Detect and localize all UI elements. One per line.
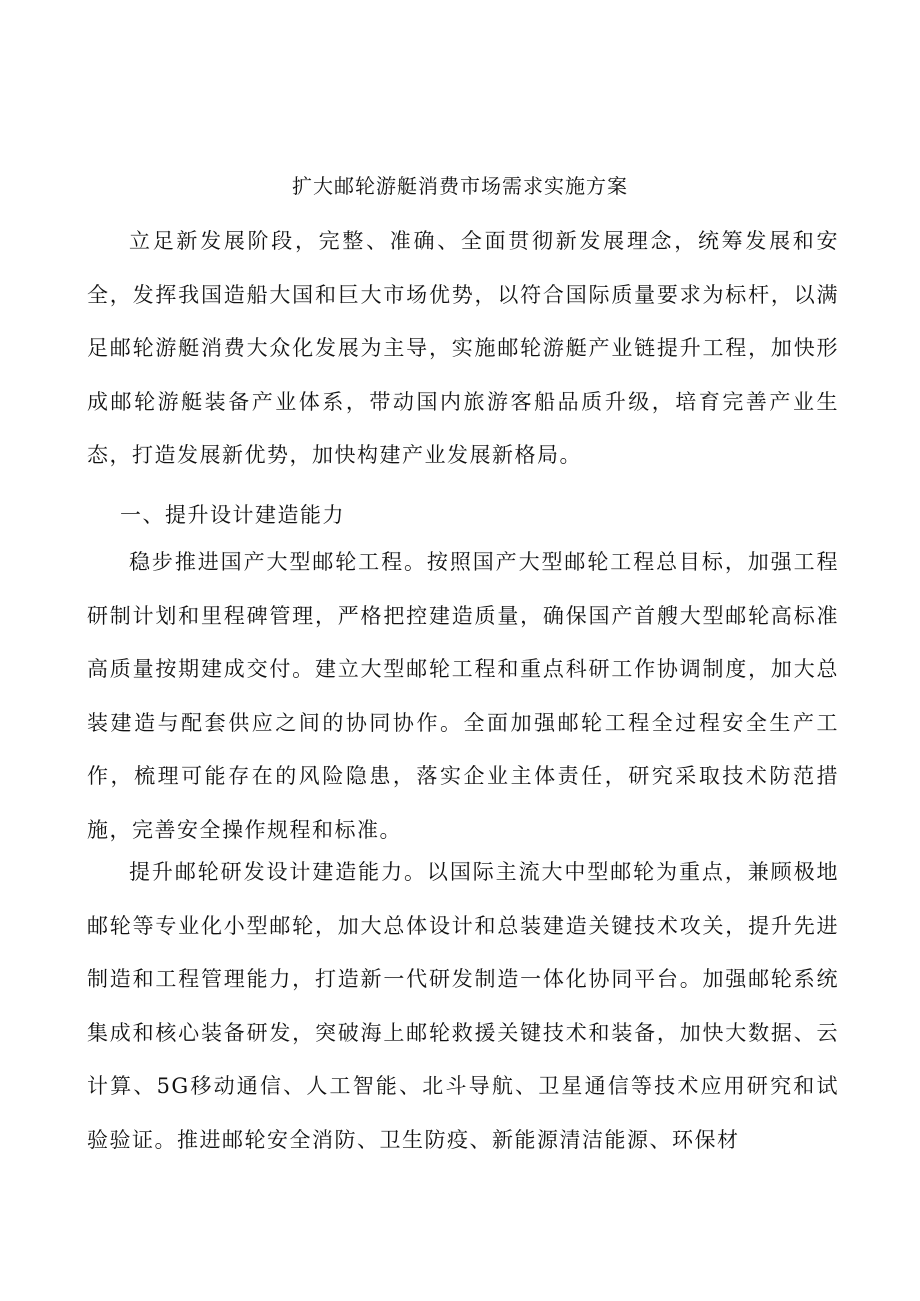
intro-paragraph: 立足新发展阶段，完整、准确、全面贯彻新发展理念，统筹发展和安全，发挥我国造船大国和巨大市场优势，以符合国际质量要求为标杆，以满足邮轮游艇消费大众化发展为主导，实施邮轮游艇产业链提升工程，加快形成邮轮游艇装备产业体系，带动国内旅游客船品质升级，培育完善产业生态，打造发展新优势，加快构建产业发展新格局。 <box>87 229 839 467</box>
body-paragraph: 提升邮轮研发设计建造能力。以国际主流大中型邮轮为重点，兼顾极地邮轮等专业化小型邮轮，加大总体设计和总装建造关键技术攻关，提升先进制造和工程管理能力，打造新一代研发制造一体化协同平台。加强邮轮系统集成和核心装备研发，突破海上邮轮救援关键技术和装备，加快大数据、云计算、5G移动通信、人工智能、北斗导航、卫星通信等技术应用研究和试验验证。推进邮轮安全消防、卫生防疫、新能源清洁能源、环保材 <box>87 860 839 1152</box>
document-title: 扩大邮轮游艇消费市场需求实施方案 <box>292 174 628 198</box>
body-paragraph: 稳步推进国产大型邮轮工程。按照国产大型邮轮工程总目标，加强工程研制计划和里程碑管理，严格把控建造质量，确保国产首艘大型邮轮高标准高质量按期建成交付。建立大型邮轮工程和重点科研工作协调制度，加大总装建造与配套供应之间的协同协作。全面加强邮轮工程全过程安全生产工作，梳理可能存在的风险隐患，落实企业主体责任，研究采取技术防范措施，完善安全操作规程和标准。 <box>87 550 839 842</box>
section-heading: 一、提升设计建造能力 <box>120 503 345 527</box>
